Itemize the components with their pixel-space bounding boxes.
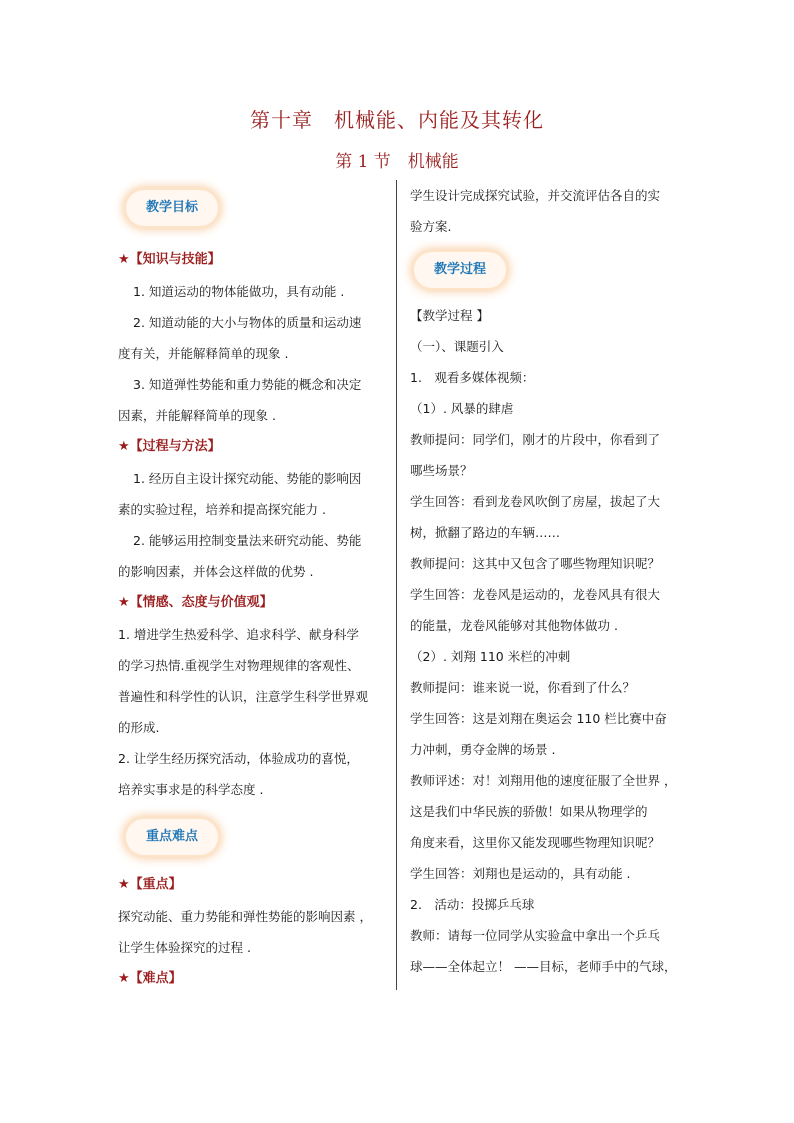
focus-heading: ★【重点】: [118, 877, 182, 892]
process-heading: ★【过程与方法】: [118, 439, 221, 454]
left-column: [118, 180, 380, 995]
knowledge-heading: ★【知识与技能】: [118, 252, 221, 267]
text-line: 1. 知道运动的物体能做功，具有动能 .: [133, 284, 345, 299]
text-line: 普遍性和科学性的认识，注意学生科学世界观: [118, 689, 369, 704]
section-title: 第 1 节 机械能: [335, 152, 459, 172]
text-line: 验方案.: [410, 219, 452, 234]
text-line: 让学生体验探究的过程 .: [118, 940, 251, 955]
text-line: 2. 能够运用控制变量法来研究动能、势能: [133, 533, 362, 548]
text-line: 教师提问：同学们，刚才的片段中，你看到了: [410, 432, 661, 447]
text-line: 教师提问：谁来说一说，你看到了什么？: [410, 680, 636, 695]
text-line: 3. 知道弹性势能和重力势能的概念和决定: [133, 377, 362, 392]
text-line: 角度来看，这里你又能发现哪些物理知识呢？: [410, 835, 661, 850]
text-line: 教师提问：这其中又包含了哪些物理知识呢？: [410, 556, 661, 571]
text-line: 学生回答：看到龙卷风吹倒了房屋，拔起了大: [410, 494, 661, 509]
text-line: 素的实验过程，培养和提高探究能力 .: [118, 502, 326, 517]
text-line: 教师评述：对！刘翔用他的速度征服了全世界 ，: [410, 773, 677, 788]
text-line: 教师：请每一位同学从实验盒中拿出一个乒乓: [410, 928, 661, 943]
text-line: 的形成.: [118, 720, 160, 735]
text-line: 度有关，并能解释简单的现象 .: [118, 346, 289, 361]
text-line: （2）. 刘翔 110 米栏的冲刺: [410, 649, 571, 664]
text-line: 2. 知道动能的大小与物体的质量和运动速: [133, 315, 362, 330]
text-line: 2. 活动：投掷乒乓球: [410, 897, 535, 912]
key-points-badge: 重点难点: [126, 819, 218, 855]
text-line: 的学习热情.重视学生对物理规律的客观性、: [118, 658, 360, 673]
text-line: 学生设计完成探究试验，并交流评估各自的实: [410, 188, 661, 203]
text-line: 因素，并能解释简单的现象 .: [118, 408, 276, 423]
text-line: 力冲刺，勇夺金牌的场景 .: [410, 742, 556, 757]
column-divider: [396, 180, 397, 990]
text-line: 学生回答：这是刘翔在奥运会 110 栏比赛中奋: [410, 711, 667, 726]
emotion-heading: ★【情感、态度与价值观】: [118, 595, 273, 610]
right-column: [410, 180, 678, 982]
text-line: （1）. 风暴的肆虐: [410, 401, 514, 416]
text-line: 的能量，龙卷风能够对其他物体做功 .: [410, 618, 618, 633]
text-line: 球——全体起立！ ——目标，老师手中的气球，: [410, 959, 677, 974]
text-line: 1. 增进学生热爱科学、追求科学、献身科学: [118, 627, 359, 642]
text-line: 哪些场景？: [410, 463, 473, 478]
text-line: （一）、课题引入: [410, 339, 504, 354]
text-line: 1. 经历自主设计探究动能、势能的影响因: [133, 471, 362, 486]
text-line: 培养实事求是的科学态度 .: [118, 782, 264, 797]
text-line: 【教学过程 】: [410, 308, 489, 323]
text-line: 这是我们中华民族的骄傲！如果从物理学的: [410, 804, 648, 819]
text-line: 学生回答：刘翔也是运动的，具有动能 .: [410, 866, 631, 881]
text-line: 学生回答：龙卷风是运动的，龙卷风具有很大: [410, 587, 661, 602]
teaching-process-badge: 教学过程: [414, 252, 506, 288]
text-line: 2. 让学生经历探究活动，体验成功的喜悦，: [118, 751, 359, 766]
teaching-goals-badge: 教学目标: [126, 190, 218, 226]
chapter-title: 第十章 机械能、内能及其转化: [250, 108, 544, 132]
text-line: 探究动能、重力势能和弹性势能的影响因素 ，: [118, 909, 372, 924]
text-line: 树，掀翻了路边的车辆……: [410, 525, 561, 540]
difficulty-heading: ★【难点】: [118, 971, 182, 986]
text-line: 的影响因素，并体会这样做的优势 .: [118, 564, 314, 579]
text-line: 1. 观看多媒体视频：: [410, 370, 535, 385]
